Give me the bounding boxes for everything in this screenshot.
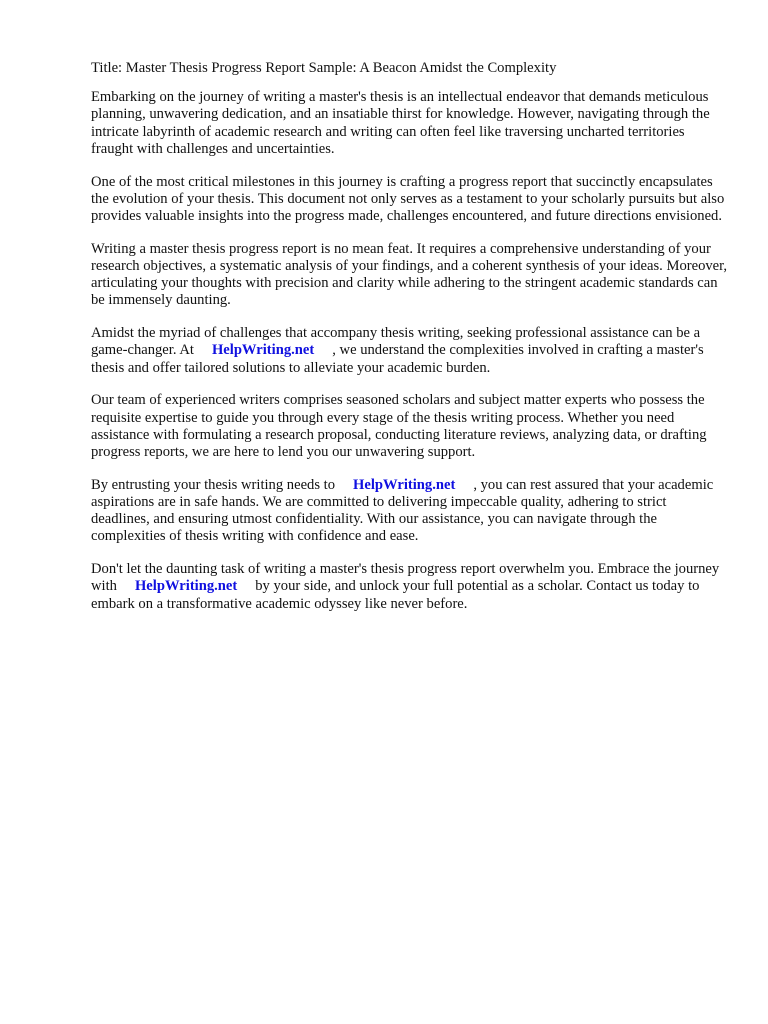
helpwriting-link[interactable]: HelpWriting.net [211, 342, 315, 359]
paragraph-7 [91, 561, 728, 613]
paragraph-4-text-before: Amidst the myriad of challenges that accompany thesis writing, seeking professional assistance can be a game-changer. At [91, 325, 701, 359]
paragraph-2: One of the most critical milestones in this journey is crafting a progress report that succinctly encapsulates the evolution of your thesis. This document not only serves as a testament to your scholarly pursuits but also provides valuable insights into the progress made, challenges encountered, and future directions envisioned. [91, 173, 725, 225]
paragraph-6 [91, 477, 728, 546]
paragraph-4 [91, 325, 728, 377]
paragraph-7-text-after: by your side, and unlock your full potential as a scholar. Contact us today to embark on a transformative academic odyssey like never before. [91, 578, 700, 612]
document-title: Title: Master Thesis Progress Report Sample: A Beacon Amidst the Complexity [91, 60, 557, 76]
helpwriting-link[interactable]: HelpWriting.net [134, 578, 238, 595]
paragraph-3: Writing a master thesis progress report is no mean feat. It requires a comprehensive understanding of your research objectives, a systematic analysis of your findings, and a coherent synthesis of your ideas. Moreover, articulating your thoughts with precision and clarity while adhering to the stringent academic standards can be immensely daunting. [91, 240, 728, 309]
paragraph-4-text-after: , we understand the complexities involved in crafting a master's thesis and offer tailored solutions to alleviate your academic burden. [91, 342, 704, 376]
helpwriting-link[interactable]: HelpWriting.net [353, 476, 456, 493]
paragraph-1: Embarking on the journey of writing a master's thesis is an intellectual endeavor that demands meticulous planning, unwavering dedication, and an insatiable thirst for knowledge. However, navigating through the intricate labyrinth of academic research and writing can often feel like traversing uncharted territories fraught with challenges and uncertainties. [91, 89, 710, 157]
paragraph-5: Our team of experienced writers comprises seasoned scholars and subject matter experts who possess the requisite expertise to guide you through every stage of the thesis writing process. Whether you need assistance with formulating a research proposal, conducting literature reviews, analyzing data, or drafting progress reports, we are here to lend you our unwavering support. [91, 392, 707, 461]
paragraph-7-text-before: Don't let the daunting task of writing a master's thesis progress report overwhelm you. Embrace the journey with [91, 561, 720, 595]
paragraph-6-text-before: By entrusting your thesis writing needs to [91, 476, 336, 493]
paragraph-6-text-after: , you can rest assured that your academic aspirations are in safe hands. We are committed to delivering impeccable quality, adhering to strict deadlines, and ensuring utmost confidentiality. With our assistance, you can navigate through the complexities of thesis writing with confidence and ease. [91, 476, 714, 545]
